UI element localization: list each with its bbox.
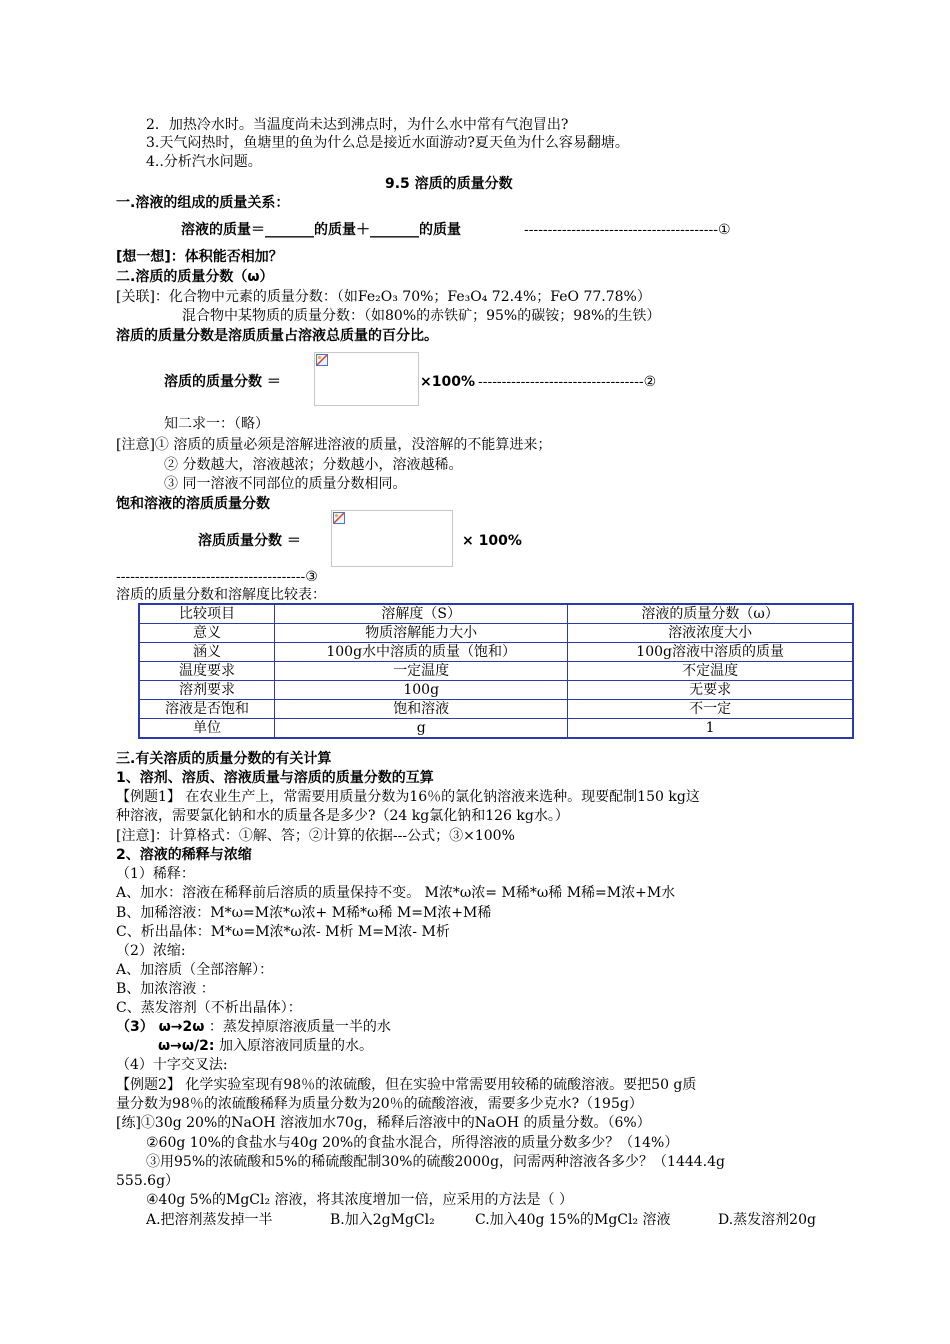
option-c: C.加入40g 15%的MgCl₂ 溶液 xyxy=(475,1212,671,1228)
table-cell: 饱和溶液 xyxy=(275,700,568,719)
table-row xyxy=(139,662,853,681)
know-two-find-one: 知二求一：（略） xyxy=(164,416,269,432)
question-2: 2．加热冷水时。当温度尚未达到沸点时，为什么水中常有气泡冒出? xyxy=(146,117,569,133)
table-cell: 意义 xyxy=(139,624,275,643)
broken-image-icon xyxy=(316,354,328,366)
rule-half-text: 加入原溶液同质量的水。 xyxy=(218,1038,373,1054)
example-2-line-1: 【例题2】 化学实验室现有98％的浓硫酸，但在实验中常需要用较稀的硫酸溶液。要把50 g质 xyxy=(116,1077,697,1093)
formula-1-dashes: -----------------------------------------① xyxy=(524,222,731,238)
conc-add-solute: A、加溶质（全部溶解）： xyxy=(116,962,274,978)
option-a: A.把溶剂蒸发掉一半 xyxy=(146,1212,273,1228)
practice-1: [练]①30g 20%的NaOH 溶液加水70g，稀释后溶液中的NaOH 的质量分数。（6%） xyxy=(116,1115,651,1131)
table-cell: 单位 xyxy=(139,719,275,739)
section-title: 9.5 溶质的质量分数 xyxy=(385,176,513,192)
note-2: ② 分数越大，溶液越浓；分数越小，溶液越稀。 xyxy=(164,457,463,473)
dilution-add-dilute: B、加稀溶液：M*ω=M浓*ω浓+ M稀*ω稀 M=M浓+M稀 xyxy=(116,905,492,921)
table-cell: 涵义 xyxy=(139,643,275,662)
practice-4: ④40g 5%的MgCl₂ 溶液，将其浓度增加一倍，应采用的方法是（ ） xyxy=(146,1192,573,1208)
compare-caption: 溶质的质量分数和溶解度比较表： xyxy=(116,587,326,603)
dilution-add-water: A、加水：溶液在稀释前后溶质的质量保持不变。 M浓*ω浓= M稀*ω稀 M稀=M浓+M水 xyxy=(116,885,676,901)
table-row xyxy=(139,624,853,643)
table-cell: 不定温度 xyxy=(568,662,853,681)
rule-double xyxy=(116,1018,391,1036)
table-cell: 100g水中溶质的质量（饱和） xyxy=(275,643,568,662)
option-d: D.蒸发溶剂20g xyxy=(718,1212,816,1228)
heading-three: 三.有关溶质的质量分数的有关计算 xyxy=(116,751,332,767)
saturated-heading: 饱和溶液的溶质质量分数 xyxy=(116,496,270,512)
conc-add-concentrated: B、加浓溶液 ： xyxy=(116,981,215,997)
dilution-title: （1）稀释： xyxy=(116,866,195,882)
table-cell: 溶液的质量分数（ω） xyxy=(568,604,853,624)
heading-one: 一.溶液的组成的质量关系： xyxy=(116,195,290,211)
example-1-line-2: 种溶液，需要氯化钠和水的质量各是多少?（24 kg氯化钠和126 kg水。） xyxy=(116,808,569,824)
practice-3-line-2: 555.6g） xyxy=(116,1173,180,1189)
table-row xyxy=(139,700,853,719)
table-cell: g xyxy=(275,719,568,739)
table-cell: 比较项目 xyxy=(139,604,275,624)
rule-half xyxy=(158,1037,373,1055)
question-3: 3.天气闷热时，鱼塘里的鱼为什么总是接近水面游动?夏天鱼为什么容易翻塘。 xyxy=(146,135,629,151)
option-b: B.加入2gMgCl₂ xyxy=(330,1212,435,1228)
fraction-image-2 xyxy=(314,352,419,406)
table-cell: 溶液是否饱和 xyxy=(139,700,275,719)
concentration-title: （2）浓缩: xyxy=(116,943,186,959)
comparison-table xyxy=(138,603,854,739)
note-3: ③ 同一溶液不同部位的质量分数相同。 xyxy=(164,476,407,492)
table-cell: 一定温度 xyxy=(275,662,568,681)
rule-double-text: ：蒸发掉原溶液质量一半的水 xyxy=(208,1019,391,1035)
dilution-crystals: C、析出晶体：M*ω=M浓*ω浓- M析 M=M浓- M析 xyxy=(116,924,450,940)
conc-evaporate: C、蒸发溶剂（不析出晶体）： xyxy=(116,1000,302,1016)
formula-3-dashes: ----------------------------------------③ xyxy=(116,569,318,585)
fraction-image-3 xyxy=(331,510,453,567)
table-cell: 温度要求 xyxy=(139,662,275,681)
formula-2-label: 溶质的质量分数 ＝ xyxy=(164,374,281,390)
example-2-line-2: 量分数为98％的浓硫酸稀释为质量分数为20％的硫酸溶液，需要多少克水?（195g） xyxy=(116,1096,643,1112)
practice-3-line-1: ③用95%的浓硫酸和5%的稀硫酸配制30%的硫酸2000g，问需两种溶液各多少？（1444.4g xyxy=(146,1154,725,1170)
table-cell: 物质溶解能力大小 xyxy=(275,624,568,643)
table-cell: 100g溶液中溶质的质量 xyxy=(568,643,853,662)
table-cell: 1 xyxy=(568,719,853,739)
think-volume: [想一想]：体积能否相加？ xyxy=(116,249,283,265)
subheading-2: 2、溶液的稀释与浓缩 xyxy=(116,847,252,863)
formula-2-tail: ×100% xyxy=(420,374,475,390)
table-row xyxy=(139,643,853,662)
definition: 溶质的质量分数是溶质质量占溶液总质量的百分比。 xyxy=(116,328,438,344)
practice-2: ②60g 10%的食盐水与40g 20%的食盐水混合，所得溶液的质量分数多少？（14%） xyxy=(146,1135,679,1151)
formula-3-tail: × 100% xyxy=(462,533,522,549)
broken-image-icon xyxy=(333,512,345,524)
formula-2-dashes: -----------------------------------② xyxy=(478,374,657,390)
calc-note: [注意]：计算格式：①解、答；②计算的依据---公式；③×100% xyxy=(116,828,515,844)
mass-relation-formula: 溶液的质量＝_______的质量＋_______的质量 xyxy=(181,222,461,238)
cross-method: （4）十字交叉法: xyxy=(116,1057,228,1073)
formula-3-label: 溶质质量分数 ＝ xyxy=(198,533,301,549)
heading-two: 二.溶质的质量分数（ω） xyxy=(116,269,274,285)
table-cell: 溶液浓度大小 xyxy=(568,624,853,643)
note-1: [注意]① 溶质的质量必须是溶解进溶液的质量，没溶解的不能算进来； xyxy=(116,437,552,453)
table-row xyxy=(139,604,853,624)
table-row xyxy=(139,719,853,739)
table-cell: 100g xyxy=(275,681,568,700)
table-cell: 溶剂要求 xyxy=(139,681,275,700)
table-cell: 溶解度（S） xyxy=(275,604,568,624)
table-cell: 不一定 xyxy=(568,700,853,719)
rule-half-label: ω→ω/2: xyxy=(158,1038,215,1054)
example-1-line-1: 【例题1】 在农业生产上，常需要用质量分数为16％的氯化钠溶液来选种。现要配制150 kg这 xyxy=(116,789,700,805)
subheading-1: 1、溶剂、溶质、溶液质量与溶质的质量分数的互算 xyxy=(116,770,434,786)
relation-mixture: 混合物中某物质的质量分数：（如80%的赤铁矿；95%的碳铵；98%的生铁） xyxy=(182,308,661,324)
rule-double-label: （3） ω→2ω xyxy=(116,1019,205,1035)
table-row xyxy=(139,681,853,700)
question-4: 4..分析汽水问题。 xyxy=(146,154,262,170)
table-cell: 无要求 xyxy=(568,681,853,700)
relation-compound: [关联]：化合物中元素的质量分数：（如Fe₂O₃ 70%；Fe₃O₄ 72.4%；FeO 77.78%） xyxy=(116,289,651,305)
